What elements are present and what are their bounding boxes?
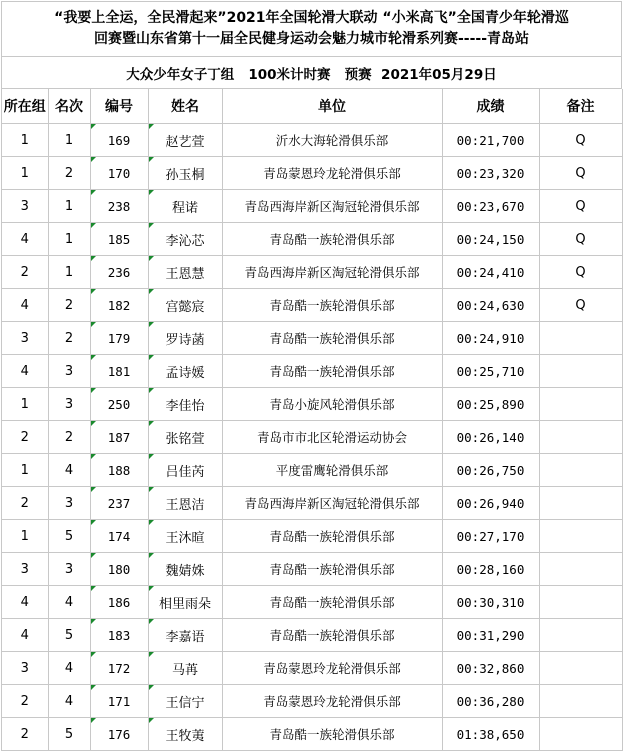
cell-time: 00:30,310 [442, 586, 539, 619]
cell-unit: 青岛酷一族轮滑俱乐部 [222, 520, 442, 553]
cell-unit: 平度雷鹰轮滑俱乐部 [222, 454, 442, 487]
cell-name: 宫懿宸 [148, 289, 222, 322]
cell-name: 马苒 [148, 652, 222, 685]
cell-group: 1 [2, 157, 48, 190]
table-row [2, 487, 622, 520]
cell-name: 张铭萱 [148, 421, 222, 454]
table-row [2, 553, 622, 586]
cell-rank: 5 [48, 520, 90, 553]
cell-unit: 青岛酷一族轮滑俱乐部 [222, 289, 442, 322]
cell-note: Q [539, 256, 622, 289]
cell-name: 王沐暄 [148, 520, 222, 553]
page-title [2, 2, 622, 57]
cell-bib: 237 [90, 487, 148, 520]
cell-group: 4 [2, 619, 48, 652]
cell-rank: 4 [48, 586, 90, 619]
cell-note: Q [539, 124, 622, 157]
header-row [2, 89, 622, 124]
cell-unit: 青岛酷一族轮滑俱乐部 [222, 322, 442, 355]
event-subtitle: 大众少年女子丁组 100米计时赛 预赛 2021年05月29日 [2, 57, 622, 89]
cell-rank: 4 [48, 685, 90, 718]
cell-note [539, 652, 622, 685]
cell-rank: 3 [48, 553, 90, 586]
cell-group: 3 [2, 652, 48, 685]
cell-group: 4 [2, 355, 48, 388]
cell-time: 00:24,630 [442, 289, 539, 322]
cell-name: 李佳怡 [148, 388, 222, 421]
cell-name: 赵艺萱 [148, 124, 222, 157]
table-row [2, 355, 622, 388]
cell-note [539, 388, 622, 421]
cell-group: 3 [2, 322, 48, 355]
table-row [2, 190, 622, 223]
cell-name: 魏婧姝 [148, 553, 222, 586]
cell-note: Q [539, 223, 622, 256]
header-bib: 编号 [90, 89, 148, 124]
cell-group: 1 [2, 124, 48, 157]
table-row [2, 652, 622, 685]
cell-unit: 青岛蒙恩玲龙轮滑俱乐部 [222, 652, 442, 685]
header-name: 姓名 [148, 89, 222, 124]
cell-unit: 青岛西海岸新区淘冠轮滑俱乐部 [222, 487, 442, 520]
cell-bib: 182 [90, 289, 148, 322]
cell-rank: 3 [48, 388, 90, 421]
cell-time: 00:24,150 [442, 223, 539, 256]
cell-time: 00:21,700 [442, 124, 539, 157]
cell-group: 3 [2, 190, 48, 223]
cell-group: 1 [2, 388, 48, 421]
cell-bib: 250 [90, 388, 148, 421]
results-table [2, 89, 623, 751]
results-sheet [1, 1, 622, 751]
cell-bib: 188 [90, 454, 148, 487]
cell-group: 2 [2, 718, 48, 751]
cell-name: 王信宁 [148, 685, 222, 718]
cell-time: 01:38,650 [442, 718, 539, 751]
cell-note [539, 553, 622, 586]
cell-bib: 170 [90, 157, 148, 190]
cell-time: 00:23,670 [442, 190, 539, 223]
header-rank: 名次 [48, 89, 90, 124]
cell-bib: 169 [90, 124, 148, 157]
cell-note [539, 685, 622, 718]
cell-rank: 4 [48, 454, 90, 487]
cell-rank: 2 [48, 289, 90, 322]
cell-time: 00:24,410 [442, 256, 539, 289]
cell-bib: 171 [90, 685, 148, 718]
cell-bib: 172 [90, 652, 148, 685]
results-body [2, 124, 622, 751]
cell-rank: 1 [48, 190, 90, 223]
cell-note: Q [539, 157, 622, 190]
title-line-1: “我要上全运，全民滑起来”2021年全国轮滑大联动 “小米高飞”全国青少年轮滑巡 [54, 10, 569, 26]
cell-unit: 青岛酷一族轮滑俱乐部 [222, 355, 442, 388]
cell-unit: 青岛酷一族轮滑俱乐部 [222, 718, 442, 751]
cell-rank: 2 [48, 322, 90, 355]
table-row [2, 289, 622, 322]
cell-time: 00:31,290 [442, 619, 539, 652]
table-row [2, 685, 622, 718]
cell-name: 程诺 [148, 190, 222, 223]
cell-note [539, 619, 622, 652]
cell-bib: 174 [90, 520, 148, 553]
cell-time: 00:26,140 [442, 421, 539, 454]
cell-note [539, 520, 622, 553]
cell-bib: 176 [90, 718, 148, 751]
cell-note [539, 718, 622, 751]
cell-rank: 3 [48, 355, 90, 388]
cell-bib: 186 [90, 586, 148, 619]
cell-note [539, 355, 622, 388]
cell-rank: 3 [48, 487, 90, 520]
cell-rank: 2 [48, 157, 90, 190]
cell-bib: 183 [90, 619, 148, 652]
cell-rank: 4 [48, 652, 90, 685]
cell-bib: 187 [90, 421, 148, 454]
cell-group: 2 [2, 487, 48, 520]
table-row [2, 256, 622, 289]
cell-rank: 5 [48, 718, 90, 751]
cell-time: 00:23,320 [442, 157, 539, 190]
cell-rank: 5 [48, 619, 90, 652]
cell-rank: 1 [48, 223, 90, 256]
cell-group: 3 [2, 553, 48, 586]
cell-time: 00:36,280 [442, 685, 539, 718]
cell-name: 李沁芯 [148, 223, 222, 256]
cell-unit: 青岛酷一族轮滑俱乐部 [222, 223, 442, 256]
table-row [2, 157, 622, 190]
cell-rank: 2 [48, 421, 90, 454]
cell-bib: 236 [90, 256, 148, 289]
table-row [2, 520, 622, 553]
cell-unit: 青岛小旋风轮滑俱乐部 [222, 388, 442, 421]
header-note: 备注 [539, 89, 622, 124]
cell-unit: 青岛酷一族轮滑俱乐部 [222, 553, 442, 586]
cell-name: 王恩慧 [148, 256, 222, 289]
cell-note [539, 586, 622, 619]
cell-bib: 181 [90, 355, 148, 388]
cell-unit: 沂水大海轮滑俱乐部 [222, 124, 442, 157]
cell-name: 相里雨朵 [148, 586, 222, 619]
cell-time: 00:27,170 [442, 520, 539, 553]
cell-note [539, 421, 622, 454]
cell-bib: 180 [90, 553, 148, 586]
cell-unit: 青岛蒙恩玲龙轮滑俱乐部 [222, 157, 442, 190]
table-row [2, 223, 622, 256]
cell-name: 孟诗媛 [148, 355, 222, 388]
title-line-2: 回赛暨山东省第十一届全民健身运动会魅力城市轮滑系列赛-----青岛站 [93, 31, 530, 47]
cell-note [539, 487, 622, 520]
header-group: 所在组 [2, 89, 48, 124]
cell-note [539, 454, 622, 487]
cell-unit: 青岛蒙恩玲龙轮滑俱乐部 [222, 685, 442, 718]
cell-time: 00:25,890 [442, 388, 539, 421]
cell-unit: 青岛市市北区轮滑运动协会 [222, 421, 442, 454]
header-time: 成绩 [442, 89, 539, 124]
cell-bib: 185 [90, 223, 148, 256]
cell-bib: 179 [90, 322, 148, 355]
cell-name: 王牧荑 [148, 718, 222, 751]
table-row [2, 718, 622, 751]
cell-time: 00:25,710 [442, 355, 539, 388]
cell-rank: 1 [48, 256, 90, 289]
cell-group: 4 [2, 223, 48, 256]
cell-bib: 238 [90, 190, 148, 223]
cell-name: 孙玉桐 [148, 157, 222, 190]
table-row [2, 454, 622, 487]
cell-name: 王恩洁 [148, 487, 222, 520]
table-row [2, 124, 622, 157]
table-row [2, 586, 622, 619]
cell-group: 4 [2, 586, 48, 619]
cell-group: 4 [2, 289, 48, 322]
cell-unit: 青岛西海岸新区淘冠轮滑俱乐部 [222, 256, 442, 289]
cell-unit: 青岛酷一族轮滑俱乐部 [222, 586, 442, 619]
cell-time: 00:26,750 [442, 454, 539, 487]
cell-name: 吕佳芮 [148, 454, 222, 487]
cell-group: 1 [2, 520, 48, 553]
table-row [2, 421, 622, 454]
cell-name: 罗诗菡 [148, 322, 222, 355]
cell-note: Q [539, 289, 622, 322]
table-row [2, 619, 622, 652]
cell-rank: 1 [48, 124, 90, 157]
table-row [2, 388, 622, 421]
cell-group: 2 [2, 685, 48, 718]
table-row [2, 322, 622, 355]
cell-time: 00:32,860 [442, 652, 539, 685]
cell-group: 1 [2, 454, 48, 487]
cell-unit: 青岛西海岸新区淘冠轮滑俱乐部 [222, 190, 442, 223]
cell-group: 2 [2, 256, 48, 289]
cell-group: 2 [2, 421, 48, 454]
cell-time: 00:28,160 [442, 553, 539, 586]
cell-note [539, 322, 622, 355]
cell-note: Q [539, 190, 622, 223]
header-unit: 单位 [222, 89, 442, 124]
cell-unit: 青岛酷一族轮滑俱乐部 [222, 619, 442, 652]
cell-time: 00:26,940 [442, 487, 539, 520]
cell-time: 00:24,910 [442, 322, 539, 355]
cell-name: 李嘉语 [148, 619, 222, 652]
